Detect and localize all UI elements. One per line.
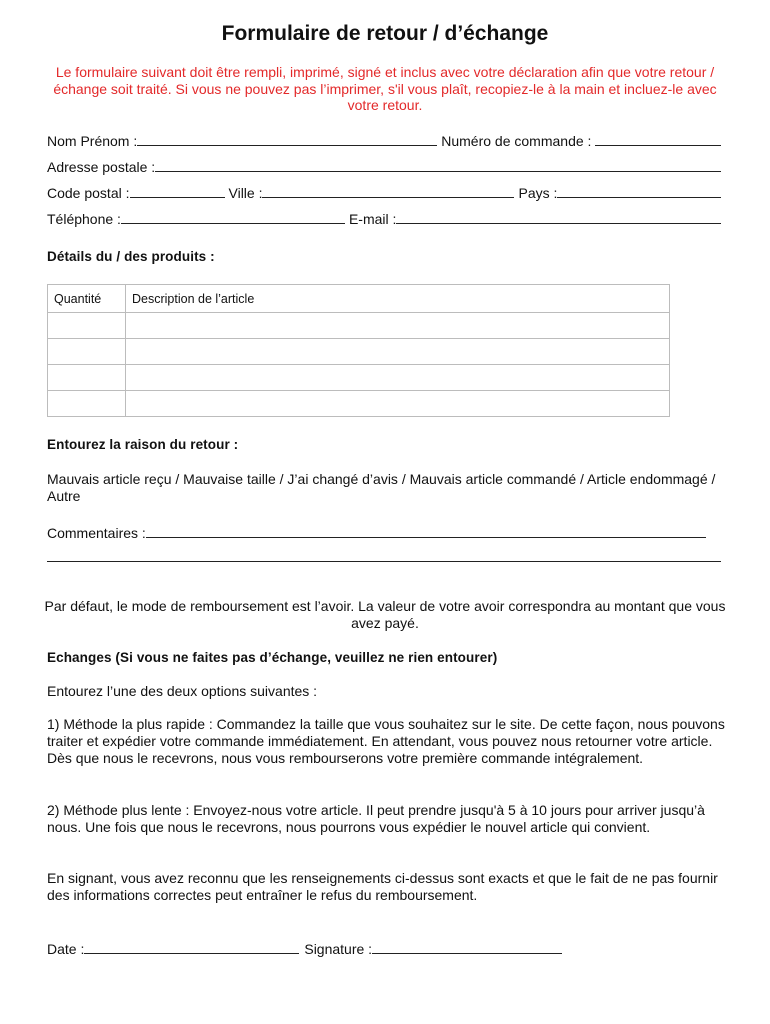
date-label: Date : xyxy=(47,941,85,957)
row-phone-email xyxy=(47,207,721,227)
email-label: E-mail : xyxy=(348,211,397,227)
city-label: Ville : xyxy=(228,185,263,201)
row-address xyxy=(47,155,721,175)
signature-label: Signature : xyxy=(304,941,373,957)
comments-field[interactable] xyxy=(146,537,706,538)
exchange-heading: Echanges (Si vous ne faites pas d’échange, veuillez ne rien entourer) xyxy=(47,650,498,665)
declaration-text: En signant, vous avez reconnu que les renseignements ci-dessus sont exacts et que le fait de ne pas fournir des informations correctes peut entraîner le refus du remboursement. xyxy=(47,870,718,903)
table-row xyxy=(48,313,670,339)
table-row xyxy=(48,365,670,391)
row-name-order xyxy=(47,129,721,149)
description-cell[interactable] xyxy=(126,339,670,365)
city-field[interactable] xyxy=(262,197,514,198)
exchange-option-1[interactable]: 1) Méthode la plus rapide : Commandez la taille que vous souhaitez sur le site. De cette façon, nous pouvons traiter et expédier votre commande immédiatement. En attendant, vous pouvez nous retourner votre article. Dès que nous le recevrons, nous vous rembourserons votre première commande intégralement. xyxy=(47,716,725,766)
email-field[interactable] xyxy=(396,223,721,224)
products-heading: Détails du / des produits : xyxy=(47,249,215,264)
comments-field-line-2[interactable] xyxy=(47,561,721,562)
table-row xyxy=(48,339,670,365)
form-title: Formulaire de retour / d’échange xyxy=(221,22,549,45)
row-comments xyxy=(47,521,721,541)
refund-note: Par défaut, le mode de remboursement est l’avoir. La valeur de votre avoir correspondra au montant que vous avez payé. xyxy=(44,598,726,631)
description-cell[interactable] xyxy=(126,365,670,391)
row-date-signature xyxy=(47,937,721,957)
products-table xyxy=(47,284,670,417)
order-number-field[interactable] xyxy=(595,145,721,146)
description-cell[interactable] xyxy=(126,391,670,417)
address-field[interactable] xyxy=(155,171,721,172)
postal-code-field[interactable] xyxy=(130,197,225,198)
quantity-cell[interactable] xyxy=(48,313,126,339)
phone-field[interactable] xyxy=(121,223,345,224)
quantity-cell[interactable] xyxy=(48,365,126,391)
signature-field[interactable] xyxy=(372,953,562,954)
products-header-row xyxy=(48,285,670,313)
description-column-header: Description de l’article xyxy=(126,285,670,313)
name-field[interactable] xyxy=(137,145,437,146)
form-notice: Le formulaire suivant doit être rempli, imprimé, signé et inclus avec votre déclaration afin que votre retour / échange soit traité. Si vous ne pouvez pas l’imprimer, s'il vous plaît, recopiez-le à la main et incluez-le avec votre retour. xyxy=(53,64,717,113)
country-label: Pays : xyxy=(518,185,558,201)
comments-label: Commentaires : xyxy=(47,525,146,541)
quantity-cell[interactable] xyxy=(48,391,126,417)
table-row xyxy=(48,391,670,417)
exchange-intro: Entourez l’une des deux options suivantes : xyxy=(47,683,318,699)
quantity-cell[interactable] xyxy=(48,339,126,365)
reason-heading: Entourez la raison du retour : xyxy=(47,437,239,452)
reason-options[interactable]: Mauvais article reçu / Mauvaise taille / J’ai changé d’avis / Mauvais article commandé / Article endommagé / Autre xyxy=(47,471,716,504)
quantity-column-header: Quantité xyxy=(48,285,126,313)
date-field[interactable] xyxy=(84,953,299,954)
address-label: Adresse postale : xyxy=(47,159,156,175)
exchange-option-2[interactable]: 2) Méthode plus lente : Envoyez-nous votre article. Il peut prendre jusqu'à 5 à 10 jours pour arriver jusqu’à nous. Une fois que nous le recevrons, nous pourrons vous expédier le nouvel article qui convient. xyxy=(47,802,705,835)
phone-label: Téléphone : xyxy=(47,211,121,227)
description-cell[interactable] xyxy=(126,313,670,339)
row-postal-city-country xyxy=(47,181,721,201)
order-number-label: Numéro de commande : xyxy=(441,133,592,149)
postal-code-label: Code postal : xyxy=(47,185,130,201)
name-label: Nom Prénom : xyxy=(47,133,138,149)
country-field[interactable] xyxy=(557,197,721,198)
row-comments-continued xyxy=(47,545,721,565)
